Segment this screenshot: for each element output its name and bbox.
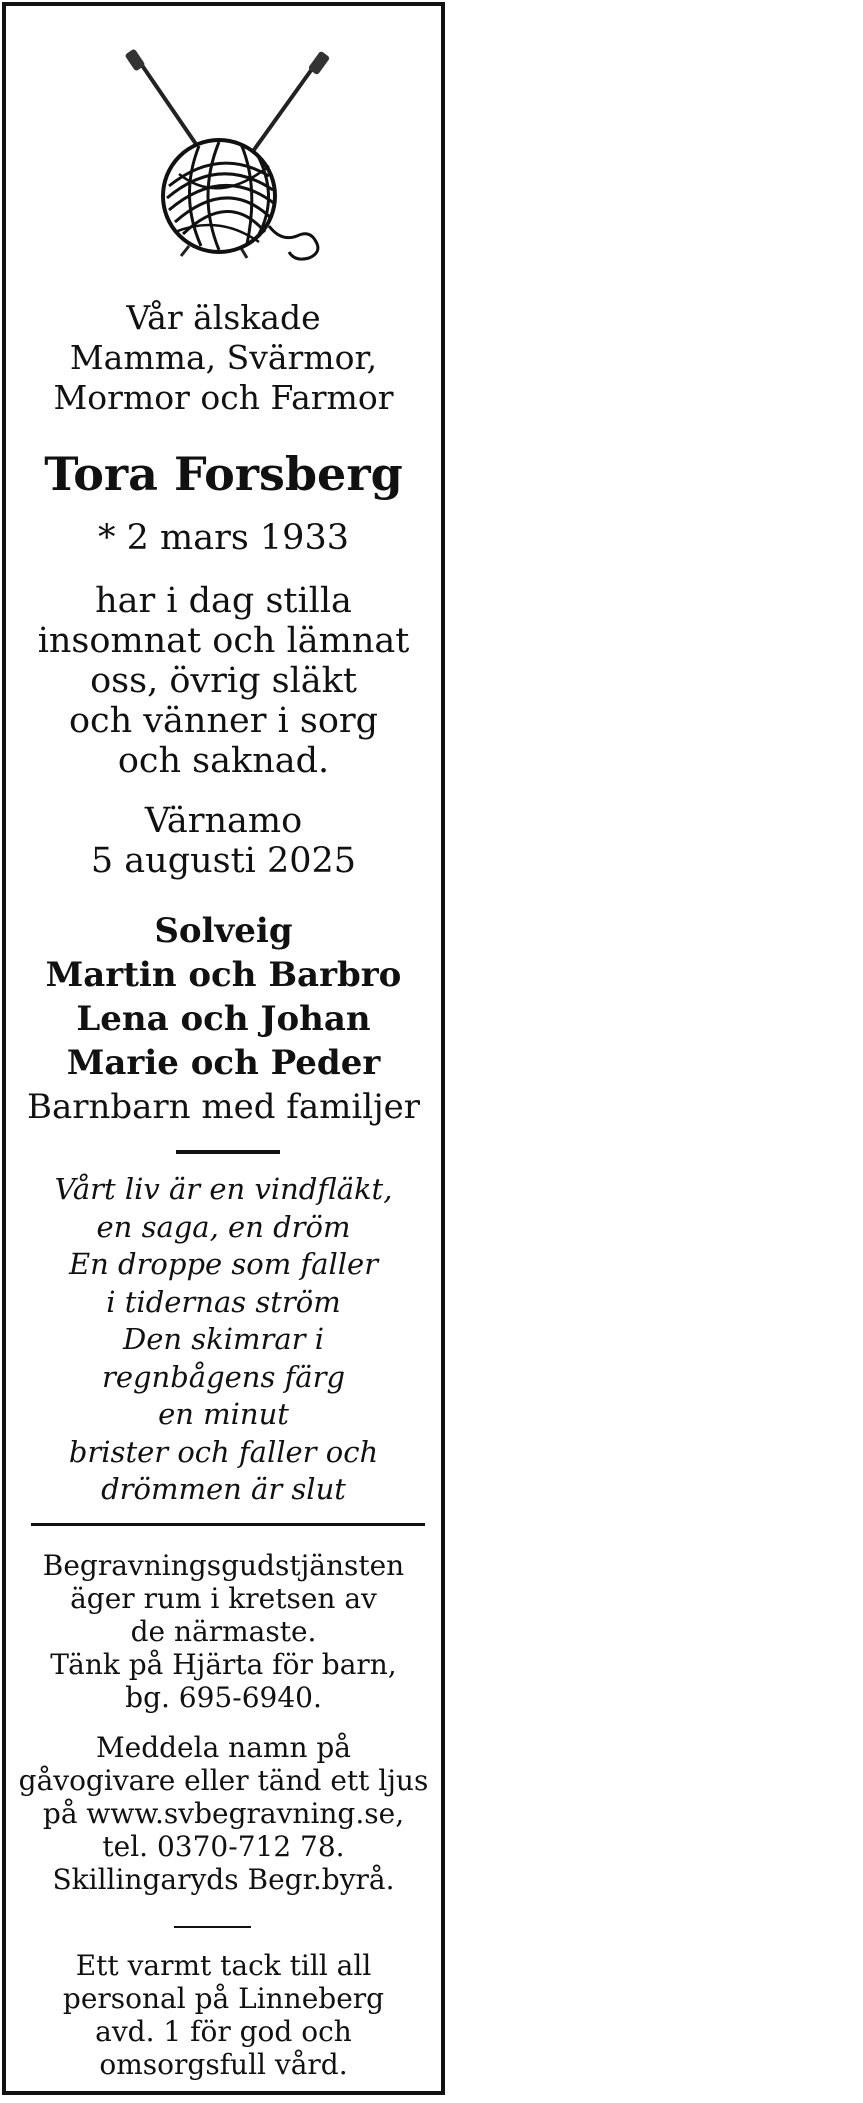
family-signatures bbox=[6, 909, 441, 1129]
intro-line: Mormor och Farmor bbox=[53, 378, 394, 417]
divider-small bbox=[174, 1926, 251, 1928]
thanks-line: avd. 1 för god och bbox=[95, 2015, 352, 2048]
poem-line: en minut bbox=[158, 1397, 289, 1431]
funeral-home-contact bbox=[6, 1731, 441, 1896]
date: 5 augusti 2025 bbox=[90, 841, 357, 881]
poem-line: regnbågens färg bbox=[101, 1359, 346, 1394]
thanks-message bbox=[6, 1949, 441, 2081]
intro-line: Mamma, Svärmor, bbox=[69, 338, 378, 377]
contact-line: på www.svbegravning.se, bbox=[42, 1797, 405, 1830]
poem-line: drömmen är slut bbox=[101, 1472, 346, 1506]
poem-line: En droppe som faller bbox=[68, 1247, 379, 1281]
funeral-line: Tänk på Hjärta för barn, bbox=[50, 1648, 397, 1681]
funeral-line: bg. 695-6940. bbox=[125, 1681, 322, 1714]
poem-line: Den skimrar i bbox=[122, 1322, 325, 1356]
contact-line: Skillingaryds Begr.byrå. bbox=[52, 1863, 395, 1896]
divider-long bbox=[31, 1523, 425, 1526]
place-and-date bbox=[6, 801, 441, 881]
intro-text bbox=[6, 298, 441, 418]
family-name: Marie och Peder bbox=[66, 1043, 381, 1083]
memorial-poem bbox=[6, 1171, 441, 1509]
funeral-info bbox=[6, 1549, 441, 1714]
contact-line: gåvogivare eller tänd ett ljus bbox=[18, 1764, 429, 1797]
contact-line: tel. 0370-712 78. bbox=[102, 1830, 345, 1863]
message-line: oss, övrig släkt bbox=[90, 661, 357, 701]
poem-line: en saga, en dröm bbox=[96, 1209, 351, 1244]
funeral-line: äger rum i kretsen av bbox=[70, 1582, 377, 1615]
yarn-ball-with-knitting-needles-icon bbox=[119, 46, 339, 266]
family-name: Lena och Johan bbox=[76, 999, 371, 1039]
thanks-line: omsorgsfull vård. bbox=[99, 2048, 348, 2081]
poem-line: Vårt liv är en vindfläkt, bbox=[54, 1172, 393, 1206]
family-name: Solveig bbox=[154, 911, 293, 951]
thanks-line: Ett varmt tack till all bbox=[75, 1949, 372, 1982]
message-line: insomnat och lämnat bbox=[37, 621, 410, 661]
deceased-name: Tora Forsberg bbox=[44, 447, 403, 501]
death-message bbox=[6, 581, 441, 781]
family-name: Martin och Barbro bbox=[45, 955, 402, 995]
thanks-line: personal på Linneberg bbox=[62, 1982, 385, 2015]
poem-line: i tidernas ström bbox=[106, 1284, 341, 1319]
message-line: och vänner i sorg bbox=[68, 701, 379, 741]
funeral-line: Begravningsgudstjänsten bbox=[42, 1549, 405, 1582]
obituary-notice bbox=[2, 2, 445, 2095]
birth-date: * 2 mars 1933 bbox=[98, 518, 349, 558]
message-line: har i dag stilla bbox=[95, 581, 352, 621]
family-extra: Barnbarn med familjer bbox=[26, 1087, 421, 1127]
divider-short bbox=[176, 1150, 280, 1154]
intro-line: Vår älskade bbox=[126, 298, 321, 337]
funeral-line: de närmaste. bbox=[130, 1615, 317, 1648]
place: Värnamo bbox=[144, 801, 303, 841]
poem-line: brister och faller och bbox=[68, 1434, 379, 1469]
contact-line: Meddela namn på bbox=[95, 1731, 352, 1764]
message-line: och saknad. bbox=[117, 741, 330, 781]
